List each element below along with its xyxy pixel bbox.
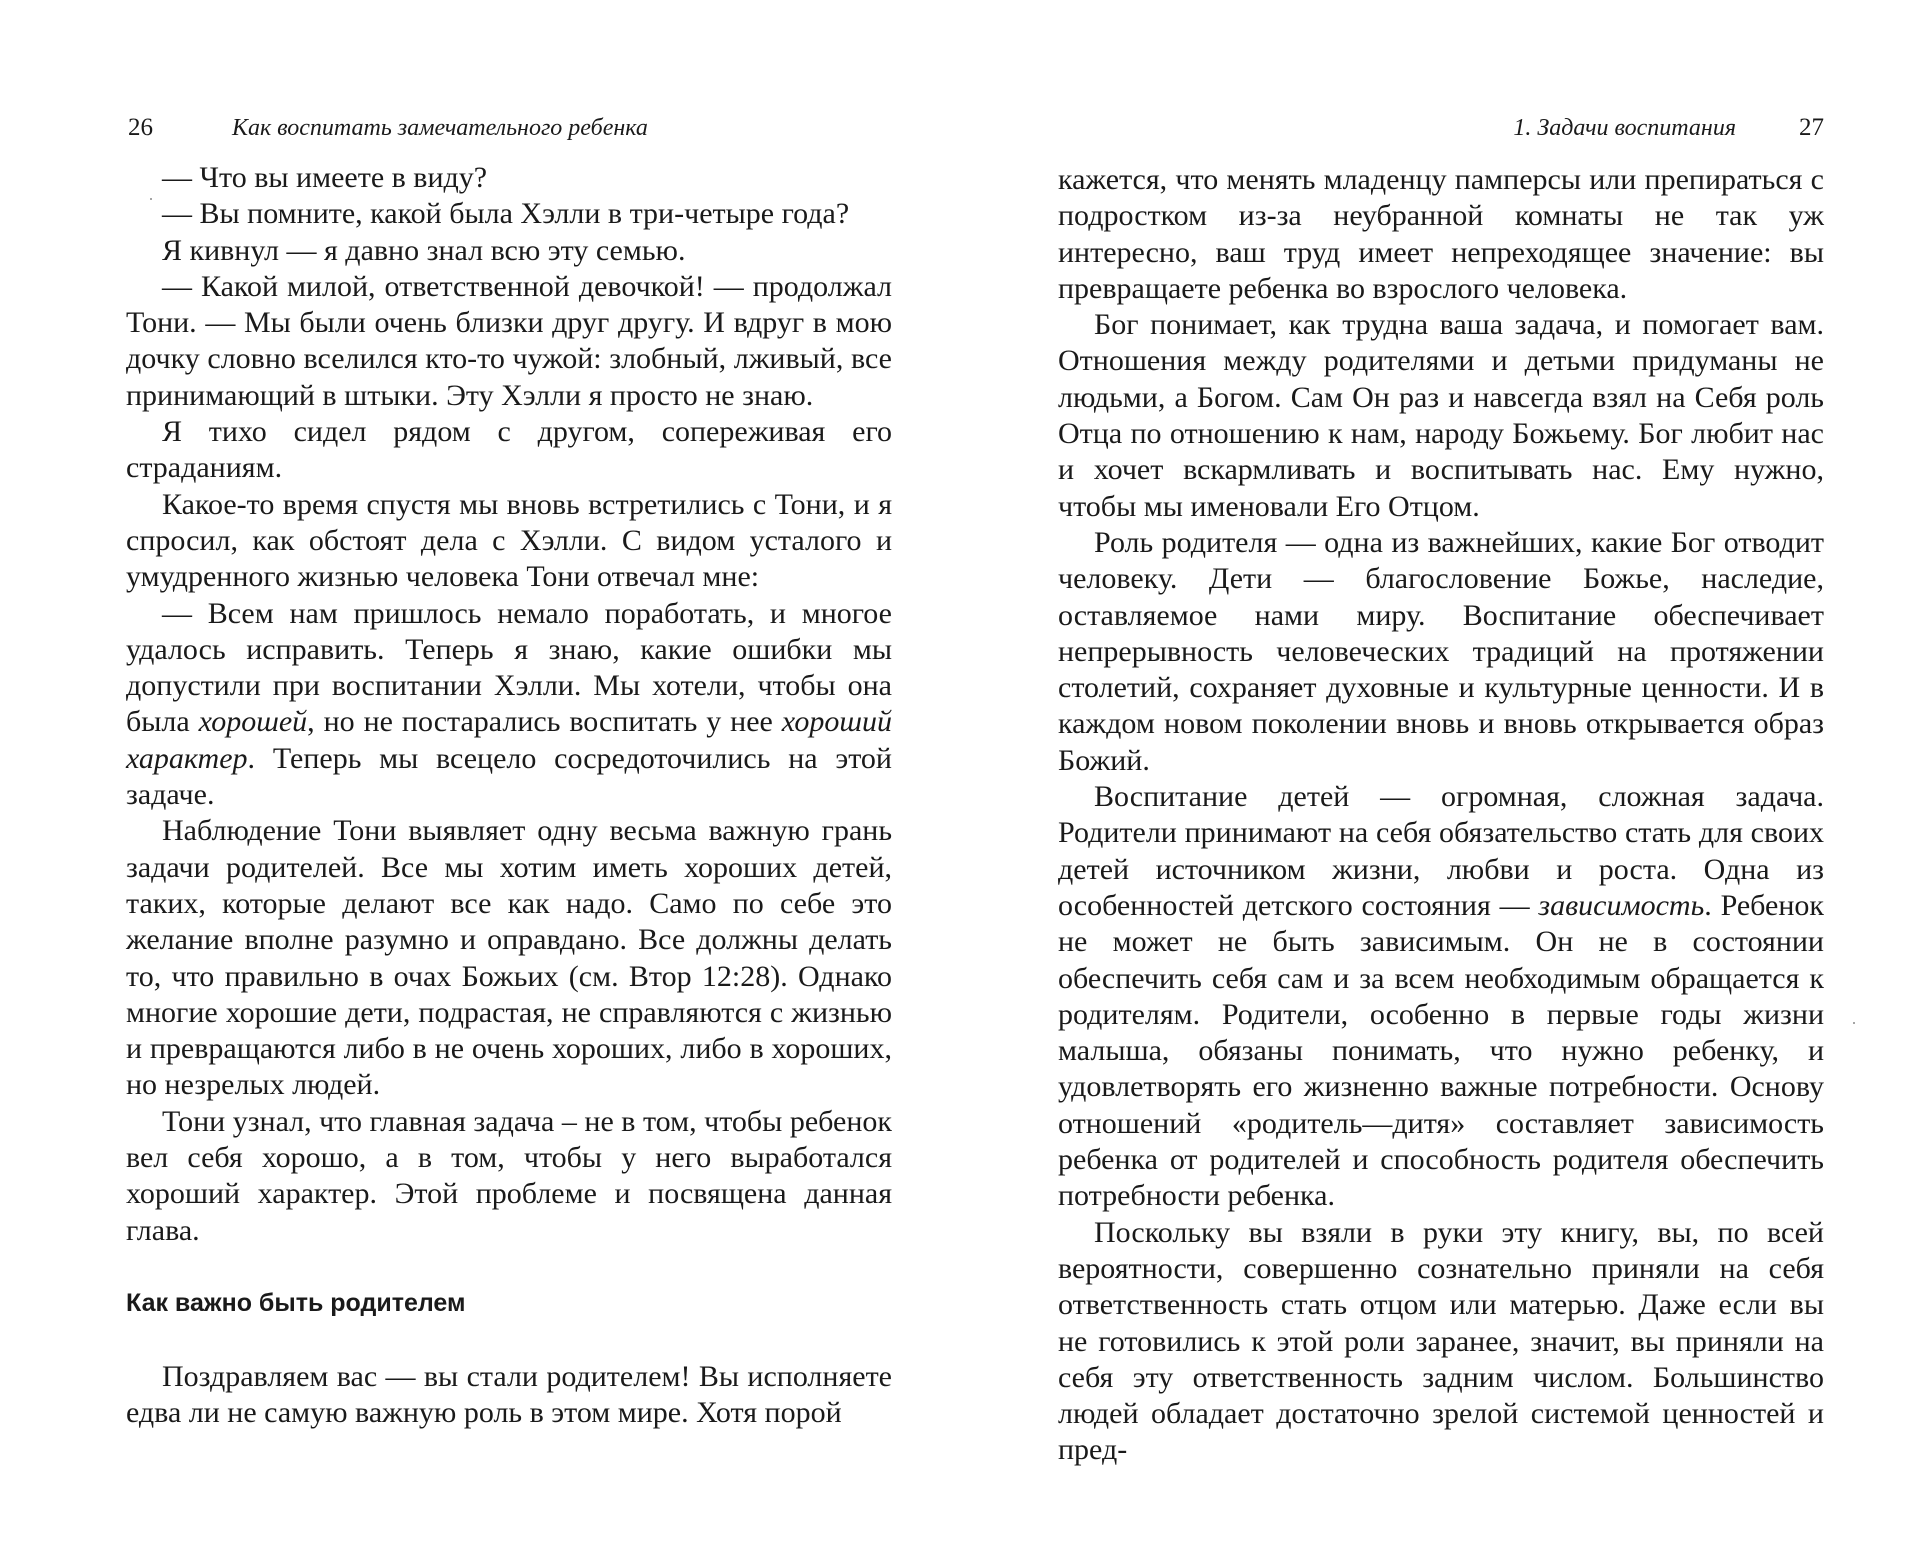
paragraph: кажется, что менять младенцу памперсы или препираться с подростком из-за неубранной комнаты не так уж интересно, ваш труд имеет непреходящее значение: вы превращаете ребенка во взрослого человека. (1058, 163, 1824, 305)
italic-emphasis: хорошей (198, 705, 308, 739)
section-heading: Как важно быть родителем (126, 1288, 466, 1317)
right-running-title: 1. Задачи воспитания (1513, 115, 1736, 141)
paragraph: Я тихо сидел рядом с другом, сопереживая его страданиям. (126, 415, 892, 485)
italic-emphasis: хороший характер (126, 705, 892, 775)
right-page-number: 27 (1799, 114, 1824, 141)
print-speck (1853, 1022, 1855, 1024)
text-run: , но не постарались воспитать у нее (307, 705, 782, 739)
left-body-text (126, 160, 892, 1432)
text-run: Воспитание детей — огромная, сложная задача. Родители принимают на себя обязательство стать для своих детей источником жизни, любви и роста. Одна из особенностей детского состояния — (1058, 780, 1824, 922)
left-page-number: 26 (128, 114, 153, 141)
paragraph (1058, 779, 1824, 1215)
italic-emphasis: зависимость (1538, 888, 1705, 922)
paragraph: Я кивнул — я давно знал всю эту семью. (162, 233, 686, 267)
paragraph: — Вы помните, какой была Хэлли в три-четыре года? (162, 197, 850, 231)
text-run: — Всем нам пришлось немало поработать, и многое удалось исправить. Теперь я знаю, какие ошибки мы допустили при воспитании Хэлли. Мы хотели, чтобы она была (126, 596, 892, 739)
paragraph: — Какой милой, ответственной девочкой! — продолжал Тони. — Мы были очень близки друг другу. И вдруг в мою дочку словно вселился кто-то чужой: злобный, лживый, все принимающий в штыки. Эту Хэлли я просто не знаю. (126, 269, 892, 412)
left-running-head (126, 112, 892, 144)
text-run: . Ребенок не может не быть зависимым. Он не в состоянии обеспечить себя сам и за всем необходимым обращается к родителям. Родители, особенно в первые годы жизни малыша, обязаны понимать, что нужно ребенку, и удовлетворять его жизненно важные потребности. Основу отношений «родитель—дитя» составляет зависимость ребенка от родителей и способность родителя обеспечить потребности ребенка. (1058, 888, 1824, 1213)
paragraph: Роль родителя — одна из важнейших, какие Бог отводит человеку. Дети — благословение Божье, наследие, оставляемое нами миру. Воспитание обеспечивает непрерывность человеческих традиций на протяжении столетий, сохраняет духовные и культурные ценности. И в каждом новом поколении вновь и вновь открывается образ Божий. (1058, 525, 1824, 777)
paragraph: Бог понимает, как трудна ваша задача, и помогает вам. Отношения между родителями и детьми придуманы не людьми, а Богом. Сам Он раз и навсегда взял на Себя роль Отца по отношению к нам, народу Божьему. Бог любит нас и хочет вскармливать и воспитывать нас. Ему нужно, чтобы мы именовали Его Отцом. (1058, 308, 1824, 523)
left-running-title: Как воспитать замечательного ребенка (232, 115, 648, 141)
right-page (1058, 0, 1824, 1564)
right-body-text (1058, 162, 1824, 1469)
paragraph: Поздравляем вас — вы стали родителем! Вы исполняете едва ли не самую важную роль в этом мире. Хотя порой (126, 1359, 892, 1430)
text-run: . Теперь мы всецело сосредоточились на этой задаче. (126, 741, 892, 812)
right-running-head (1058, 112, 1824, 144)
paragraph: Наблюдение Тони выявляет одну весьма важную грань задачи родителей. Все мы хотим иметь хороших детей, таких, которые делают все как надо. Само по себе это желание вполне разумно и оправдано. Все должны делать то, что правильно в очах Божьих (см. Втор 12:28). Однако многие хорошие дети, подрастая, не справляются с жизнью и превращаются либо в не очень хороших, либо в хороших, но незрелых людей. (126, 814, 892, 1102)
paragraph: — Что вы имеете в виду? (162, 161, 488, 194)
print-speck (150, 198, 152, 200)
left-page (126, 0, 892, 1564)
paragraph: Какое-то время спустя мы вновь встретились с Тони, и я спросил, как обстоят дела с Хэлли. С видом усталого и умудренного жизнью человека Тони отвечал мне: (126, 487, 892, 594)
paragraph: Поскольку вы взяли в руки эту книгу, вы, по всей вероятности, совершенно сознательно приняли на себя ответственность стать отцом или матерью. Даже если вы не готовились к этой роли заранее, значит, вы приняли на себя эту ответственность задним числом. Большинство людей обладает достаточно зрелой системой ценностей и пред- (1058, 1215, 1824, 1467)
paragraph (126, 596, 892, 814)
paragraph: Тони узнал, что главная задача – не в том, чтобы ребенок вел себя хорошо, а в том, чтобы у него выработался хороший характер. Этой проблеме и посвящена данная глава. (126, 1104, 892, 1247)
